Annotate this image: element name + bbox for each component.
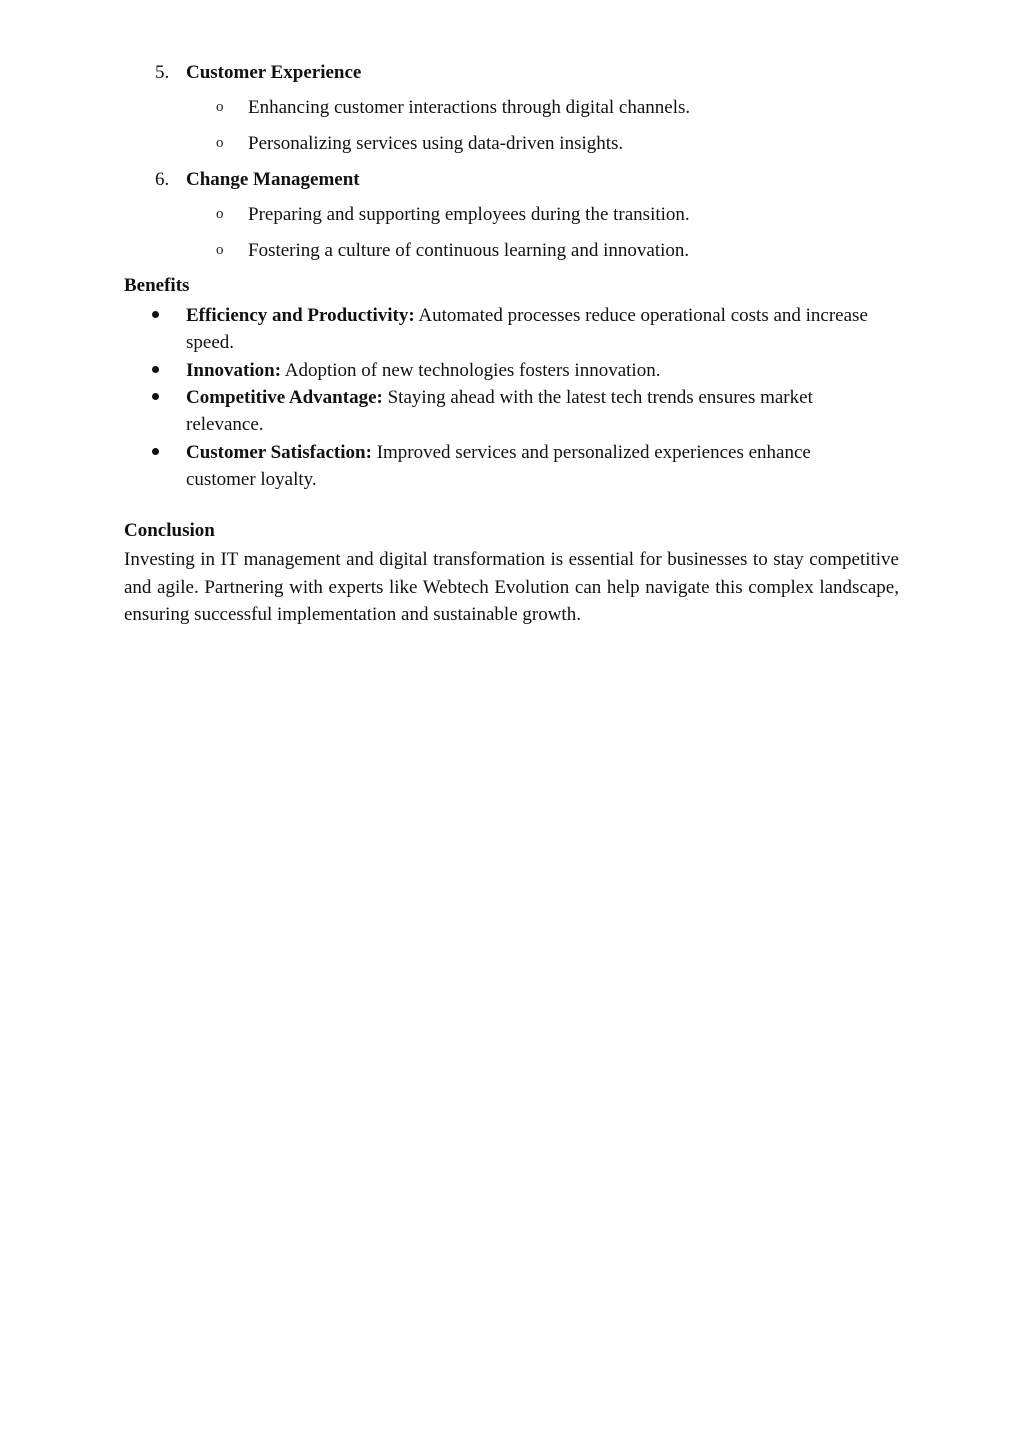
sub-bullet-marker: o <box>216 206 224 222</box>
sub-point-text: Preparing and supporting employees during the transition. <box>248 204 690 225</box>
bullet-dot-icon <box>152 393 159 400</box>
sub-bullet-marker: o <box>216 242 224 258</box>
sub-point-text: Enhancing customer interactions through digital channels. <box>248 97 691 118</box>
bullet-dot-icon <box>152 366 159 373</box>
item-title: Change Management <box>186 169 360 190</box>
benefit-text: Automated processes reduce operational costs and increase speed. <box>186 305 868 353</box>
benefit-label: Innovation: <box>186 360 282 381</box>
item-number: 5. <box>155 62 170 83</box>
benefit-text: Improved services and personalized experiences enhance customer loyalty. <box>186 442 811 490</box>
conclusion-heading: Conclusion <box>124 520 215 541</box>
sub-bullet-marker: o <box>216 99 224 115</box>
item-number: 6. <box>155 169 170 190</box>
sub-point-text: Personalizing services using data-driven insights. <box>248 133 624 154</box>
benefit-label: Competitive Advantage: <box>186 387 383 408</box>
benefits-heading: Benefits <box>124 275 190 296</box>
conclusion-paragraph: Investing in IT management and digital transformation is essential for businesses to stay competitive and agile. Partnering with experts like Webtech Evolution can help navigate this complex landscape, ensuring successful implementation and sustainable growth. <box>124 549 899 625</box>
benefit-label: Customer Satisfaction: <box>186 442 372 463</box>
item-title: Customer Experience <box>186 62 362 83</box>
benefit-label: Efficiency and Productivity: <box>186 305 415 326</box>
benefit-text: Staying ahead with the latest tech trends ensures market relevance. <box>186 387 813 435</box>
sub-bullet-marker: o <box>216 135 224 151</box>
bullet-dot-icon <box>152 311 159 318</box>
sub-point-text: Fostering a culture of continuous learning and innovation. <box>248 240 690 261</box>
benefit-text: Adoption of new technologies fosters innovation. <box>281 360 661 381</box>
bullet-dot-icon <box>152 448 159 455</box>
